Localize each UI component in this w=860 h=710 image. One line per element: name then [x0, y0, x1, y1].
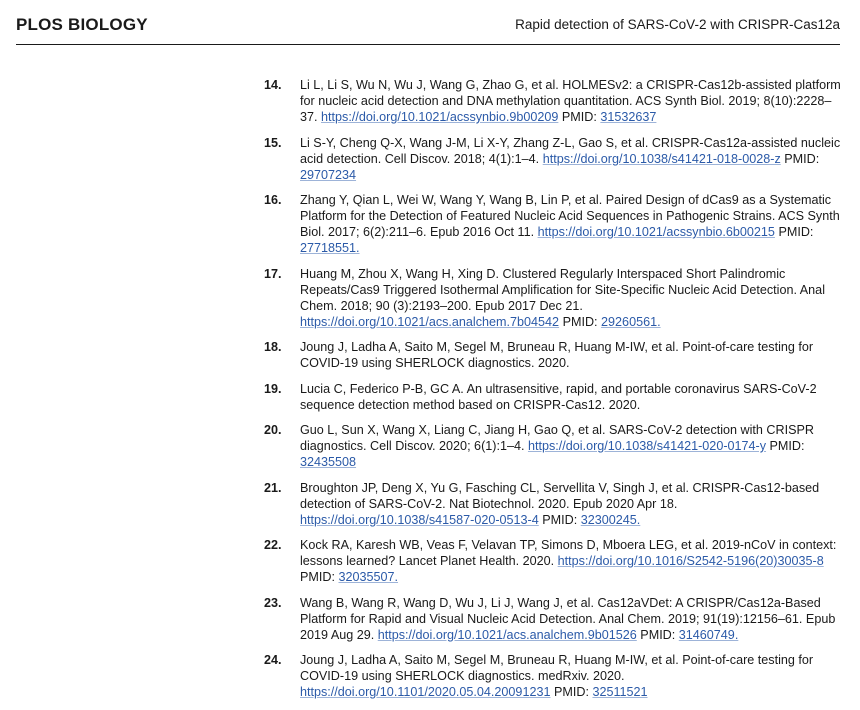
reference-doi-link[interactable]: https://doi.org/10.1021/acssynbio.6b00215	[537, 225, 775, 239]
reference-item	[0, 381, 860, 413]
reference-pmid-link[interactable]: 32035507.	[338, 570, 399, 584]
reference-text: Lucia C, Federico P-B, GC A. An ultrasensitive, rapid, and portable coronavirus SARS-CoV-2 sequence detection method based on CRISPR-Cas12. 2020.	[300, 381, 817, 412]
reference-text: Joung J, Ladha A, Saito M, Segel M, Bruneau R, Huang M-IW, et al. Point-of-care testing for COVID-19 using SHERLOCK diagnostics. 2020.	[300, 340, 814, 370]
header-rule	[16, 44, 840, 45]
reference-number: 24.	[264, 653, 282, 667]
reference-pmid-link[interactable]: 27718551.	[300, 241, 360, 255]
reference-doi-link[interactable]: https://doi.org/10.1016/S2542-5196(20)30035-8	[557, 554, 824, 568]
reference-pmid-link[interactable]: 32435508	[300, 455, 357, 469]
reference-item	[0, 266, 860, 330]
reference-text: Wang B, Wang R, Wang D, Wu J, Li J, Wang J, et al. Cas12aVDet: A CRISPR/Cas12a-Based Platform for Rapid and Visual Nucleic Acid Detection. Anal Chem. 2019; 91(19):12156–61. Epub 2019 Aug 29.	[300, 595, 836, 642]
pmid-label: PMID:	[300, 570, 335, 584]
reference-text: Kock RA, Karesh WB, Veas F, Velavan TP, Simons D, Mboera LEG, et al. 2019-nCoV in context: lessons learned? Lancet Planet Health. 2020.	[300, 538, 837, 568]
reference-number: 20.	[264, 423, 282, 437]
reference-number: 19.	[264, 381, 282, 396]
reference-text: Huang M, Zhou X, Wang H, Xing D. Clustered Regularly Interspaced Short Palindromic Repeats/Cas9 Triggered Isothermal Amplification for Site-Specific Nucleic Acid Detection. Anal Chem. 2018; 90 (3):2193–200. Epub 2017 Dec 21.	[300, 266, 825, 313]
pmid-label: PMID:	[778, 225, 814, 239]
reference-doi-link[interactable]: https://doi.org/10.1101/2020.05.04.20091231	[300, 685, 551, 699]
reference-text: Li L, Li S, Wu N, Wu J, Wang G, Zhao G, et al. HOLMESv2: a CRISPR-Cas12b-assisted platform for nucleic acid detection and DNA methylation quantitation. ACS Synth Biol. 2019; 8(10):2228–37.	[300, 78, 841, 124]
reference-pmid-link[interactable]: 31532637	[600, 110, 657, 124]
reference-item	[0, 135, 860, 183]
journal-name: PLOS BIOLOGY	[16, 15, 148, 34]
reference-pmid-link[interactable]: 29707234	[300, 167, 357, 182]
reference-doi-link[interactable]: https://doi.org/10.1021/acssynbio.9b00209	[321, 110, 559, 124]
pmid-label: PMID:	[769, 439, 805, 453]
reference-list	[0, 77, 860, 710]
pmid-label: PMID:	[784, 151, 820, 166]
reference-text: Zhang Y, Qian L, Wei W, Wang Y, Wang B, Lin P, et al. Paired Design of dCas9 as a Systematic Platform for the Detection of Featured Nucleic Acid Sequences in Pathogenic Strains. ACS Synth Biol. 2017; 6(2):211–6. Epub 2016 Oct 11.	[300, 193, 840, 239]
reference-doi-link[interactable]: https://doi.org/10.1038/s41587-020-0513-4	[300, 512, 539, 527]
reference-pmid-link[interactable]: 29260561.	[601, 314, 661, 329]
reference-text: Li S-Y, Cheng Q-X, Wang J-M, Li X-Y, Zhang Z-L, Gao S, et al. CRISPR-Cas12a-assisted nucleic acid detection. Cell Discov. 2018; 4(1):1–4.	[300, 135, 841, 166]
reference-number: 21.	[264, 480, 282, 495]
pmid-label: PMID:	[640, 627, 676, 642]
pmid-label: PMID:	[561, 110, 597, 124]
reference-item	[0, 595, 860, 643]
reference-item	[0, 652, 860, 700]
reference-doi-link[interactable]: https://doi.org/10.1038/s41421-018-0028-z	[542, 151, 781, 166]
reference-item	[0, 77, 860, 125]
reference-number: 17.	[264, 266, 282, 281]
reference-pmid-link[interactable]: 32511521	[592, 685, 648, 699]
reference-text: Broughton JP, Deng X, Yu G, Fasching CL, Servellita V, Singh J, et al. CRISPR-Cas12-based detection of SARS-CoV-2. Nat Biotechnol. 2020. Epub 2020 Apr 18.	[300, 480, 820, 511]
reference-number: 18.	[264, 340, 282, 354]
reference-item	[0, 339, 860, 371]
reference-item	[0, 192, 860, 256]
reference-doi-link[interactable]: https://doi.org/10.1038/s41421-020-0174-y	[527, 439, 767, 453]
pmid-label: PMID:	[553, 685, 589, 699]
pmid-label: PMID:	[542, 512, 578, 527]
reference-item	[0, 422, 860, 470]
reference-pmid-link[interactable]: 32300245.	[580, 512, 641, 527]
reference-number: 22.	[264, 538, 282, 552]
reference-number: 23.	[264, 595, 282, 610]
reference-number: 14.	[264, 78, 282, 92]
reference-item	[0, 480, 860, 528]
reference-number: 15.	[264, 135, 282, 150]
reference-text: Joung J, Ladha A, Saito M, Segel M, Bruneau R, Huang M-IW, et al. Point-of-care testing for COVID-19 using SHERLOCK diagnostics. medRxiv. 2020.	[300, 653, 814, 683]
reference-text: Guo L, Sun X, Wang X, Liang C, Jiang H, Gao Q, et al. SARS-CoV-2 detection with CRISPR diagnostics. Cell Discov. 2020; 6(1):1–4.	[300, 423, 815, 453]
reference-doi-link[interactable]: https://doi.org/10.1021/acs.analchem.9b01526	[377, 627, 637, 642]
running-title: Rapid detection of SARS-CoV-2 with CRISPR-Cas12a	[515, 17, 840, 32]
reference-number: 16.	[264, 193, 282, 207]
reference-item	[0, 537, 860, 585]
pmid-label: PMID:	[562, 314, 598, 329]
reference-pmid-link[interactable]: 31460749.	[678, 627, 739, 642]
reference-doi-link[interactable]: https://doi.org/10.1021/acs.analchem.7b04542	[300, 314, 560, 329]
